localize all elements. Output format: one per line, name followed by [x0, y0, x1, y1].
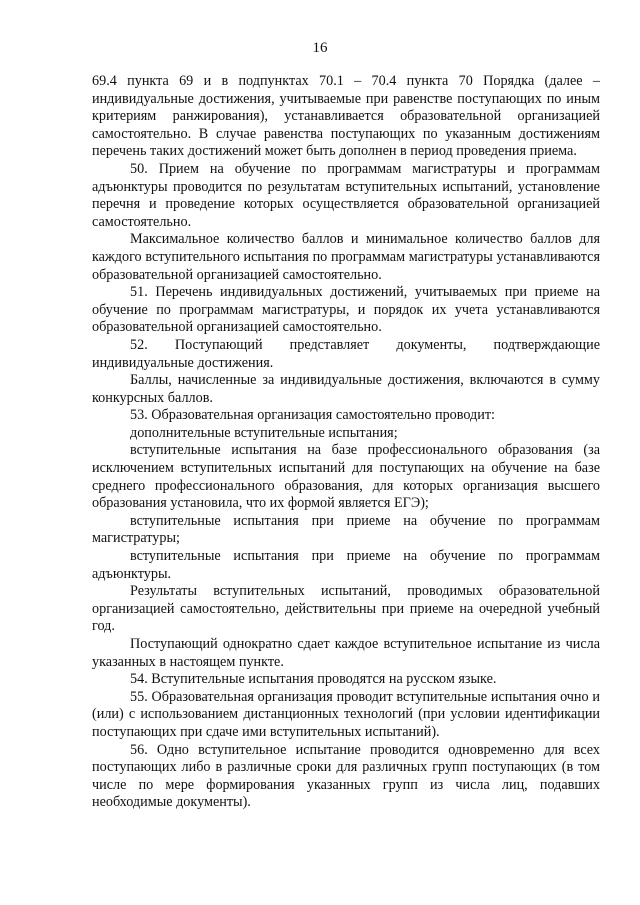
list-item-additional-exams: дополнительные вступительные испытания;: [130, 424, 398, 441]
paragraph-max-min-scores: Максимальное количество баллов и минимальное количество баллов для каждого вступительного испытания по программам магистратуры устанавливаются образовательной организацией самостоятельно.: [92, 231, 600, 283]
list-item-magistracy: вступительные испытания при приеме на обучение по программам магистратуры;: [92, 512, 600, 547]
page-number: 16: [312, 40, 328, 56]
paragraph-item-52: 52. Поступающий представляет документы, подтверждающие индивидуальные достижения.: [92, 336, 600, 371]
paragraph-item-56: 56. Одно вступительное испытание проводится одновременно для всех поступающих либо в различные сроки для различных групп поступающих (в том числе по мере формирования указанных групп из числа лиц, подавших необходимые документы).: [92, 741, 600, 811]
paragraph-continuation: 69.4 пункта 69 и в подпунктах 70.1 – 70.4 пункта 70 Порядка (далее – индивидуальные достижения, учитываемые при равенстве поступающих по иным критериям ранжирования), устанавливается образовательной организацией самостоятельно. В случае равенства поступающих по указанным достижениям перечень таких достижений может быть дополнен в период проведения приема.: [92, 73, 600, 160]
paragraph-item-51: 51. Перечень индивидуальных достижений, учитываемых при приеме на обучение по программам магистратуры, и порядок их учета устанавливаются образовательной организацией самостоятельно.: [92, 284, 600, 336]
paragraph-item-50: 50. Прием на обучение по программам магистратуры и программам адъюнктуры проводится по результатам вступительных испытаний, установление перечня и проведение которых осуществляется образовательной организацией самостоятельно.: [92, 160, 600, 230]
paragraph-item-54: 54. Вступительные испытания проводятся на русском языке.: [130, 671, 497, 688]
list-item-professional-base: вступительные испытания на базе профессионального образования (за исключением вступительных испытаний для поступающих на обучение на базе среднего профессионального образования, для которых организация высшего образования установила, что их формой является ЕГЭ);: [92, 442, 600, 512]
document-body: [92, 73, 600, 812]
list-item-adjunct: вступительные испытания при приеме на обучение по программам адъюнктуры.: [92, 548, 600, 582]
paragraph-points-included: Баллы, начисленные за индивидуальные достижения, включаются в сумму конкурсных баллов.: [92, 372, 600, 406]
paragraph-results-validity: Результаты вступительных испытаний, проводимых образовательной организацией самостоятельно, действительны при приеме на очередной учебный год.: [92, 583, 600, 635]
paragraph-item-55: 55. Образовательная организация проводит вступительные испытания очно и (или) с использованием дистанционных технологий (при условии идентификации поступающих при сдаче ими вступительных испытаний).: [92, 688, 600, 740]
paragraph-item-53: 53. Образовательная организация самостоятельно проводит:: [130, 407, 496, 424]
paragraph-single-attempt: Поступающий однократно сдает каждое вступительное испытание из числа указанных в настоящем пункте.: [92, 636, 600, 670]
